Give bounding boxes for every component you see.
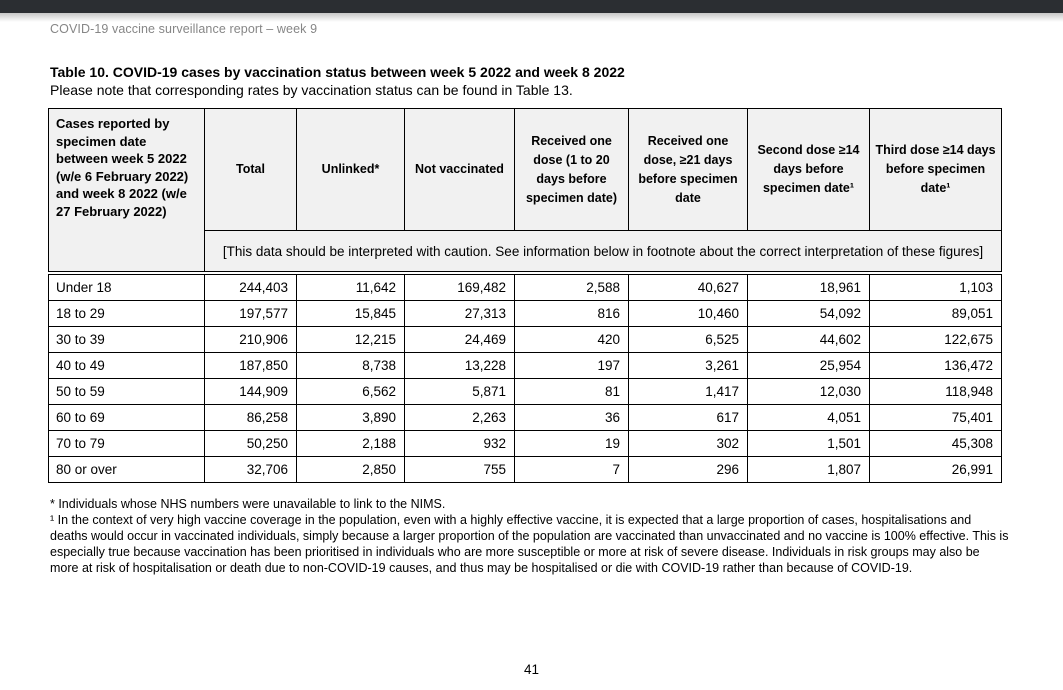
cell-third-dose: 89,051 [870, 301, 1002, 327]
column-header-total: Total [205, 109, 297, 231]
column-header-third-dose: Third dose ≥14 days before specimen date¹ [870, 109, 1002, 231]
cell-one-dose-21plus: 302 [629, 431, 748, 457]
table-row [49, 301, 1002, 327]
cell-not-vaccinated: 27,313 [405, 301, 515, 327]
age-group-label: 70 to 79 [49, 431, 205, 457]
column-header-one-dose-21plus: Received one dose, ≥21 days before specimen date [629, 109, 748, 231]
cell-one-dose-21plus: 296 [629, 457, 748, 483]
table-subtitle: Please note that corresponding rates by vaccination status can be found in Table 13. [50, 82, 573, 98]
column-header-unlinked: Unlinked* [297, 109, 405, 231]
table-row [49, 405, 1002, 431]
cell-second-dose: 25,954 [748, 353, 870, 379]
cases-table-body [48, 274, 1002, 483]
cell-unlinked: 8,738 [297, 353, 405, 379]
viewer-top-bar [0, 0, 1063, 13]
top-bar-shadow [0, 13, 1063, 22]
cell-not-vaccinated: 24,469 [405, 327, 515, 353]
table-row [49, 275, 1002, 301]
cell-one-dose-1-20: 2,588 [515, 275, 629, 301]
cell-one-dose-21plus: 1,417 [629, 379, 748, 405]
cell-second-dose: 44,602 [748, 327, 870, 353]
footnote-asterisk: * Individuals whose NHS numbers were unavailable to link to the NIMS. [50, 497, 446, 511]
cell-second-dose: 1,807 [748, 457, 870, 483]
table-row [49, 327, 1002, 353]
cell-not-vaccinated: 169,482 [405, 275, 515, 301]
age-group-label: 40 to 49 [49, 353, 205, 379]
table-row [49, 353, 1002, 379]
cell-one-dose-1-20: 816 [515, 301, 629, 327]
cell-one-dose-1-20: 197 [515, 353, 629, 379]
cell-one-dose-1-20: 19 [515, 431, 629, 457]
cell-unlinked: 3,890 [297, 405, 405, 431]
cell-third-dose: 122,675 [870, 327, 1002, 353]
table-title: Table 10. COVID-19 cases by vaccination status between week 5 2022 and week 8 2022 [50, 64, 625, 80]
cell-not-vaccinated: 755 [405, 457, 515, 483]
age-group-label: 60 to 69 [49, 405, 205, 431]
column-header-second-dose: Second dose ≥14 days before specimen date¹ [748, 109, 870, 231]
age-group-label: 80 or over [49, 457, 205, 483]
cell-third-dose: 118,948 [870, 379, 1002, 405]
caution-note: [This data should be interpreted with caution. See information below in footnote about the correct interpretation of these figures] [205, 231, 1002, 272]
cell-total: 32,706 [205, 457, 297, 483]
cell-unlinked: 12,215 [297, 327, 405, 353]
table-row [49, 379, 1002, 405]
cell-second-dose: 4,051 [748, 405, 870, 431]
cell-one-dose-21plus: 10,460 [629, 301, 748, 327]
age-group-label: 18 to 29 [49, 301, 205, 327]
cell-second-dose: 12,030 [748, 379, 870, 405]
cell-third-dose: 26,991 [870, 457, 1002, 483]
running-header: COVID-19 vaccine surveillance report – week 9 [50, 22, 318, 36]
cell-total: 50,250 [205, 431, 297, 457]
cell-unlinked: 2,188 [297, 431, 405, 457]
column-header-one-dose-1-20: Received one dose (1 to 20 days before specimen date) [515, 109, 629, 231]
footnotes [48, 496, 1010, 576]
cell-one-dose-1-20: 36 [515, 405, 629, 431]
cell-one-dose-1-20: 81 [515, 379, 629, 405]
cell-unlinked: 15,845 [297, 301, 405, 327]
page-number: 41 [523, 662, 540, 677]
cell-not-vaccinated: 932 [405, 431, 515, 457]
cell-unlinked: 6,562 [297, 379, 405, 405]
age-group-label: Under 18 [49, 275, 205, 301]
cell-one-dose-21plus: 40,627 [629, 275, 748, 301]
cell-third-dose: 1,103 [870, 275, 1002, 301]
cell-not-vaccinated: 2,263 [405, 405, 515, 431]
table-row [49, 457, 1002, 483]
cell-not-vaccinated: 13,228 [405, 353, 515, 379]
cell-one-dose-21plus: 6,525 [629, 327, 748, 353]
column-header-age-group: Cases reported by specimen date between week 5 2022 (w/e 6 February 2022) and week 8 2022 (w/e 27 February 2022) [49, 109, 205, 272]
cell-second-dose: 18,961 [748, 275, 870, 301]
footnote-superscript1: ¹ In the context of very high vaccine coverage in the population, even with a highly effective vaccine, it is expected that a large proportion of cases, hospitalisations and deaths would occur in vaccinated individuals, simply because a larger proportion of the population are vaccinated than unvaccinated and no vaccine is 100% effective. This is especially true because vaccination has been prioritised in individuals who are more susceptible or more at risk of severe disease. Individuals in risk groups may also be more at risk of hospitalisation or death due to non-COVID-19 causes, and thus may be hospitalised or die with COVID-19 rather than because of COVID-19. [50, 513, 1009, 575]
cell-one-dose-1-20: 420 [515, 327, 629, 353]
cell-second-dose: 1,501 [748, 431, 870, 457]
cell-unlinked: 2,850 [297, 457, 405, 483]
cell-total: 86,258 [205, 405, 297, 431]
cases-table-header [48, 108, 1002, 272]
cell-third-dose: 136,472 [870, 353, 1002, 379]
cell-unlinked: 11,642 [297, 275, 405, 301]
table-row [49, 431, 1002, 457]
cell-one-dose-1-20: 7 [515, 457, 629, 483]
cell-one-dose-21plus: 3,261 [629, 353, 748, 379]
cell-total: 210,906 [205, 327, 297, 353]
cell-total: 197,577 [205, 301, 297, 327]
cell-total: 144,909 [205, 379, 297, 405]
age-group-label: 50 to 59 [49, 379, 205, 405]
report-page [48, 63, 1009, 576]
cell-one-dose-21plus: 617 [629, 405, 748, 431]
cell-second-dose: 54,092 [748, 301, 870, 327]
cell-total: 244,403 [205, 275, 297, 301]
cell-third-dose: 75,401 [870, 405, 1002, 431]
cell-third-dose: 45,308 [870, 431, 1002, 457]
cell-not-vaccinated: 5,871 [405, 379, 515, 405]
cell-total: 187,850 [205, 353, 297, 379]
age-group-label: 30 to 39 [49, 327, 205, 353]
column-header-not-vaccinated: Not vaccinated [405, 109, 515, 231]
